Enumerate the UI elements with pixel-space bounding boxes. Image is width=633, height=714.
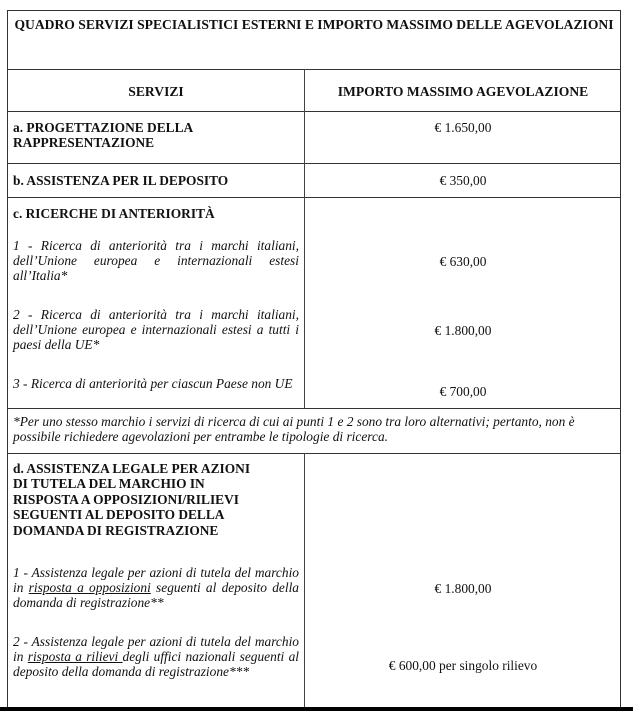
page-edge <box>0 707 633 711</box>
service-c-item-2: 2 - Ricerca di anteriorità tra i marchi italiani, dell’Unione europea e internazionali estesi a tutti i paesi della UE* <box>13 307 299 352</box>
service-d-label: d. ASSISTENZA LEGALE PER AZIONI DI TUTELA DEL MARCHIO IN RISPOSTA A OPPOSIZIONI/RILIEVI SEGUENTI AL DEPOSITO DELLA DOMANDA DI REGISTRAZIONE <box>13 461 251 538</box>
row-divider <box>7 163 621 164</box>
row-divider <box>7 408 621 409</box>
service-c-item-2-amount: € 1.800,00 <box>434 323 492 338</box>
service-a-label: a. PROGETTAZIONE DELLA RAPPRESENTAZIONE <box>13 120 193 150</box>
service-c-item-3-amount: € 700,00 <box>439 384 487 399</box>
service-d-item-2-underlined: risposta a rilievi <box>27 649 123 664</box>
row-divider <box>7 69 621 70</box>
service-d-item-2-text: 2 - Assistenza legale per azioni di tutela del marchio in <box>13 634 299 664</box>
service-c-item-3: 3 - Ricerca di anteriorità per ciascun Paese non UE <box>13 376 293 391</box>
service-d-item-2-amount: € 600,00 per singolo rilievo <box>388 658 538 673</box>
row-divider <box>7 111 621 112</box>
service-c-item-1: 1 - Ricerca di anteriorità tra i marchi italiani, dell’Unione europea e internazionali estesi all’Italia* <box>13 238 299 283</box>
row-divider <box>7 197 621 198</box>
service-b-amount: € 350,00 <box>439 173 487 188</box>
service-d-item-2 <box>13 634 299 679</box>
service-c-label: c. RICERCHE DI ANTERIORITÀ <box>13 206 215 221</box>
service-d-item-1-underlined: risposta a opposizioni <box>28 580 151 595</box>
column-divider <box>304 69 305 408</box>
research-footnote: *Per uno stesso marchio i servizi di ricerca di cui ai punti 1 e 2 sono tra loro alternativi; pertanto, non è possibile richiedere agevolazioni per entrambe le tipologie di ricerca. <box>13 414 575 444</box>
column-header-services: SERVIZI <box>128 84 184 99</box>
service-d-item-1 <box>13 565 299 610</box>
service-d-item-2-text-end: degli uffici nazionali seguenti al deposito della domanda di registrazione*** <box>13 649 299 679</box>
service-a-amount: € 1.650,00 <box>434 120 492 135</box>
service-d-item-1-amount: € 1.800,00 <box>434 581 492 596</box>
table-title: QUADRO SERVIZI SPECIALISTICI ESTERNI E IMPORTO MASSIMO DELLE AGEVOLAZIONI <box>14 17 614 32</box>
column-divider <box>304 453 305 708</box>
service-b-label: b. ASSISTENZA PER IL DEPOSITO <box>13 173 229 188</box>
column-header-amount: IMPORTO MASSIMO AGEVOLAZIONE <box>337 84 589 99</box>
row-divider <box>7 453 621 454</box>
service-c-item-1-amount: € 630,00 <box>439 254 487 269</box>
service-d-item-1-text: 1 - Assistenza legale per azioni di tutela del marchio in <box>13 565 299 595</box>
service-d-item-1-text-end: seguenti al deposito della domanda di registrazione** <box>13 580 299 610</box>
